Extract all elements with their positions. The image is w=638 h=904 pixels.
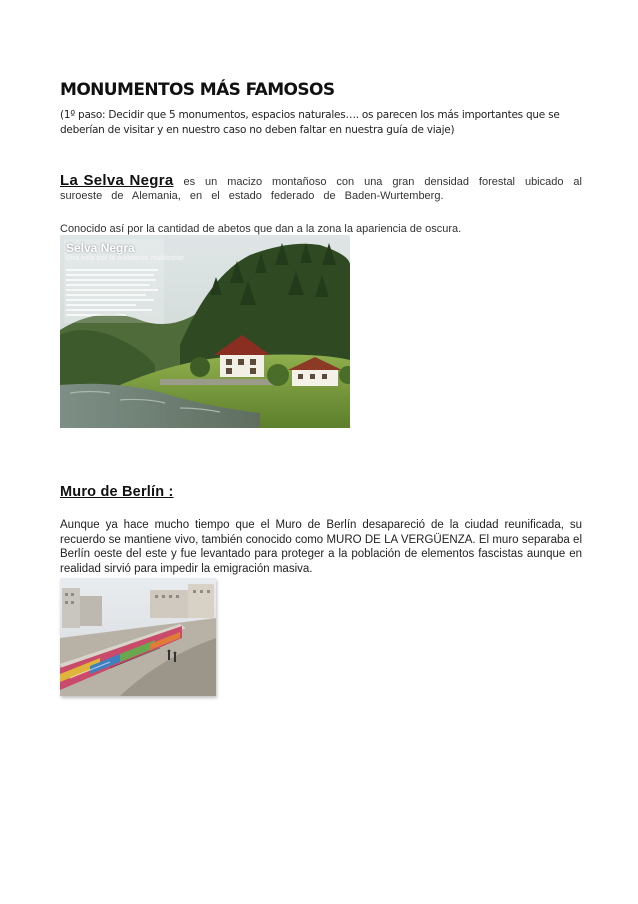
muro-berlin-illustration [60, 578, 216, 696]
selva-negra-paragraph: Conocido así por la cantidad de abetos que dan a la zona la apariencia de oscura. [60, 223, 462, 235]
selva-negra-image-title: Selva Negra [66, 241, 135, 255]
page-title: MONUMENTOS MÁS FAMOSOS [60, 80, 335, 100]
page-subtitle: (1º paso: Decidir que 5 monumentos, espacios naturales…. os parecen los más importantes que se deberían de visitar y en nuestro caso no deben faltar en nuestra guía de viaje) [60, 109, 560, 136]
selva-negra-image-subtitle: Una ruta por la Alemania multicolor [66, 255, 184, 262]
selva-negra-image [60, 235, 350, 428]
selva-negra-intro [60, 174, 582, 203]
selva-negra-heading: La Selva Negra [60, 172, 174, 189]
muro-berlin-paragraph: Aunque ya hace mucho tiempo que el Muro de Berlín desapareció de la ciudad reunificada, su recuerdo se mantiene vivo, también conocido como MURO DE LA VERGÜENZA. El muro separaba el Berlín oeste del este y fue levantado para proteger a la población de elementos fascistas aunque en realidad sirvió para impedir la emigración masiva. [60, 519, 582, 575]
muro-berlin-heading: Muro de Berlín : [60, 484, 174, 500]
muro-berlin-image [60, 578, 216, 696]
selva-negra-description: es un macizo montañoso con una gran densidad forestal ubicado al suroeste de Alemania, en el estado federado de Baden-Wurtemberg. [60, 176, 582, 202]
selva-negra-illustration [60, 235, 350, 428]
